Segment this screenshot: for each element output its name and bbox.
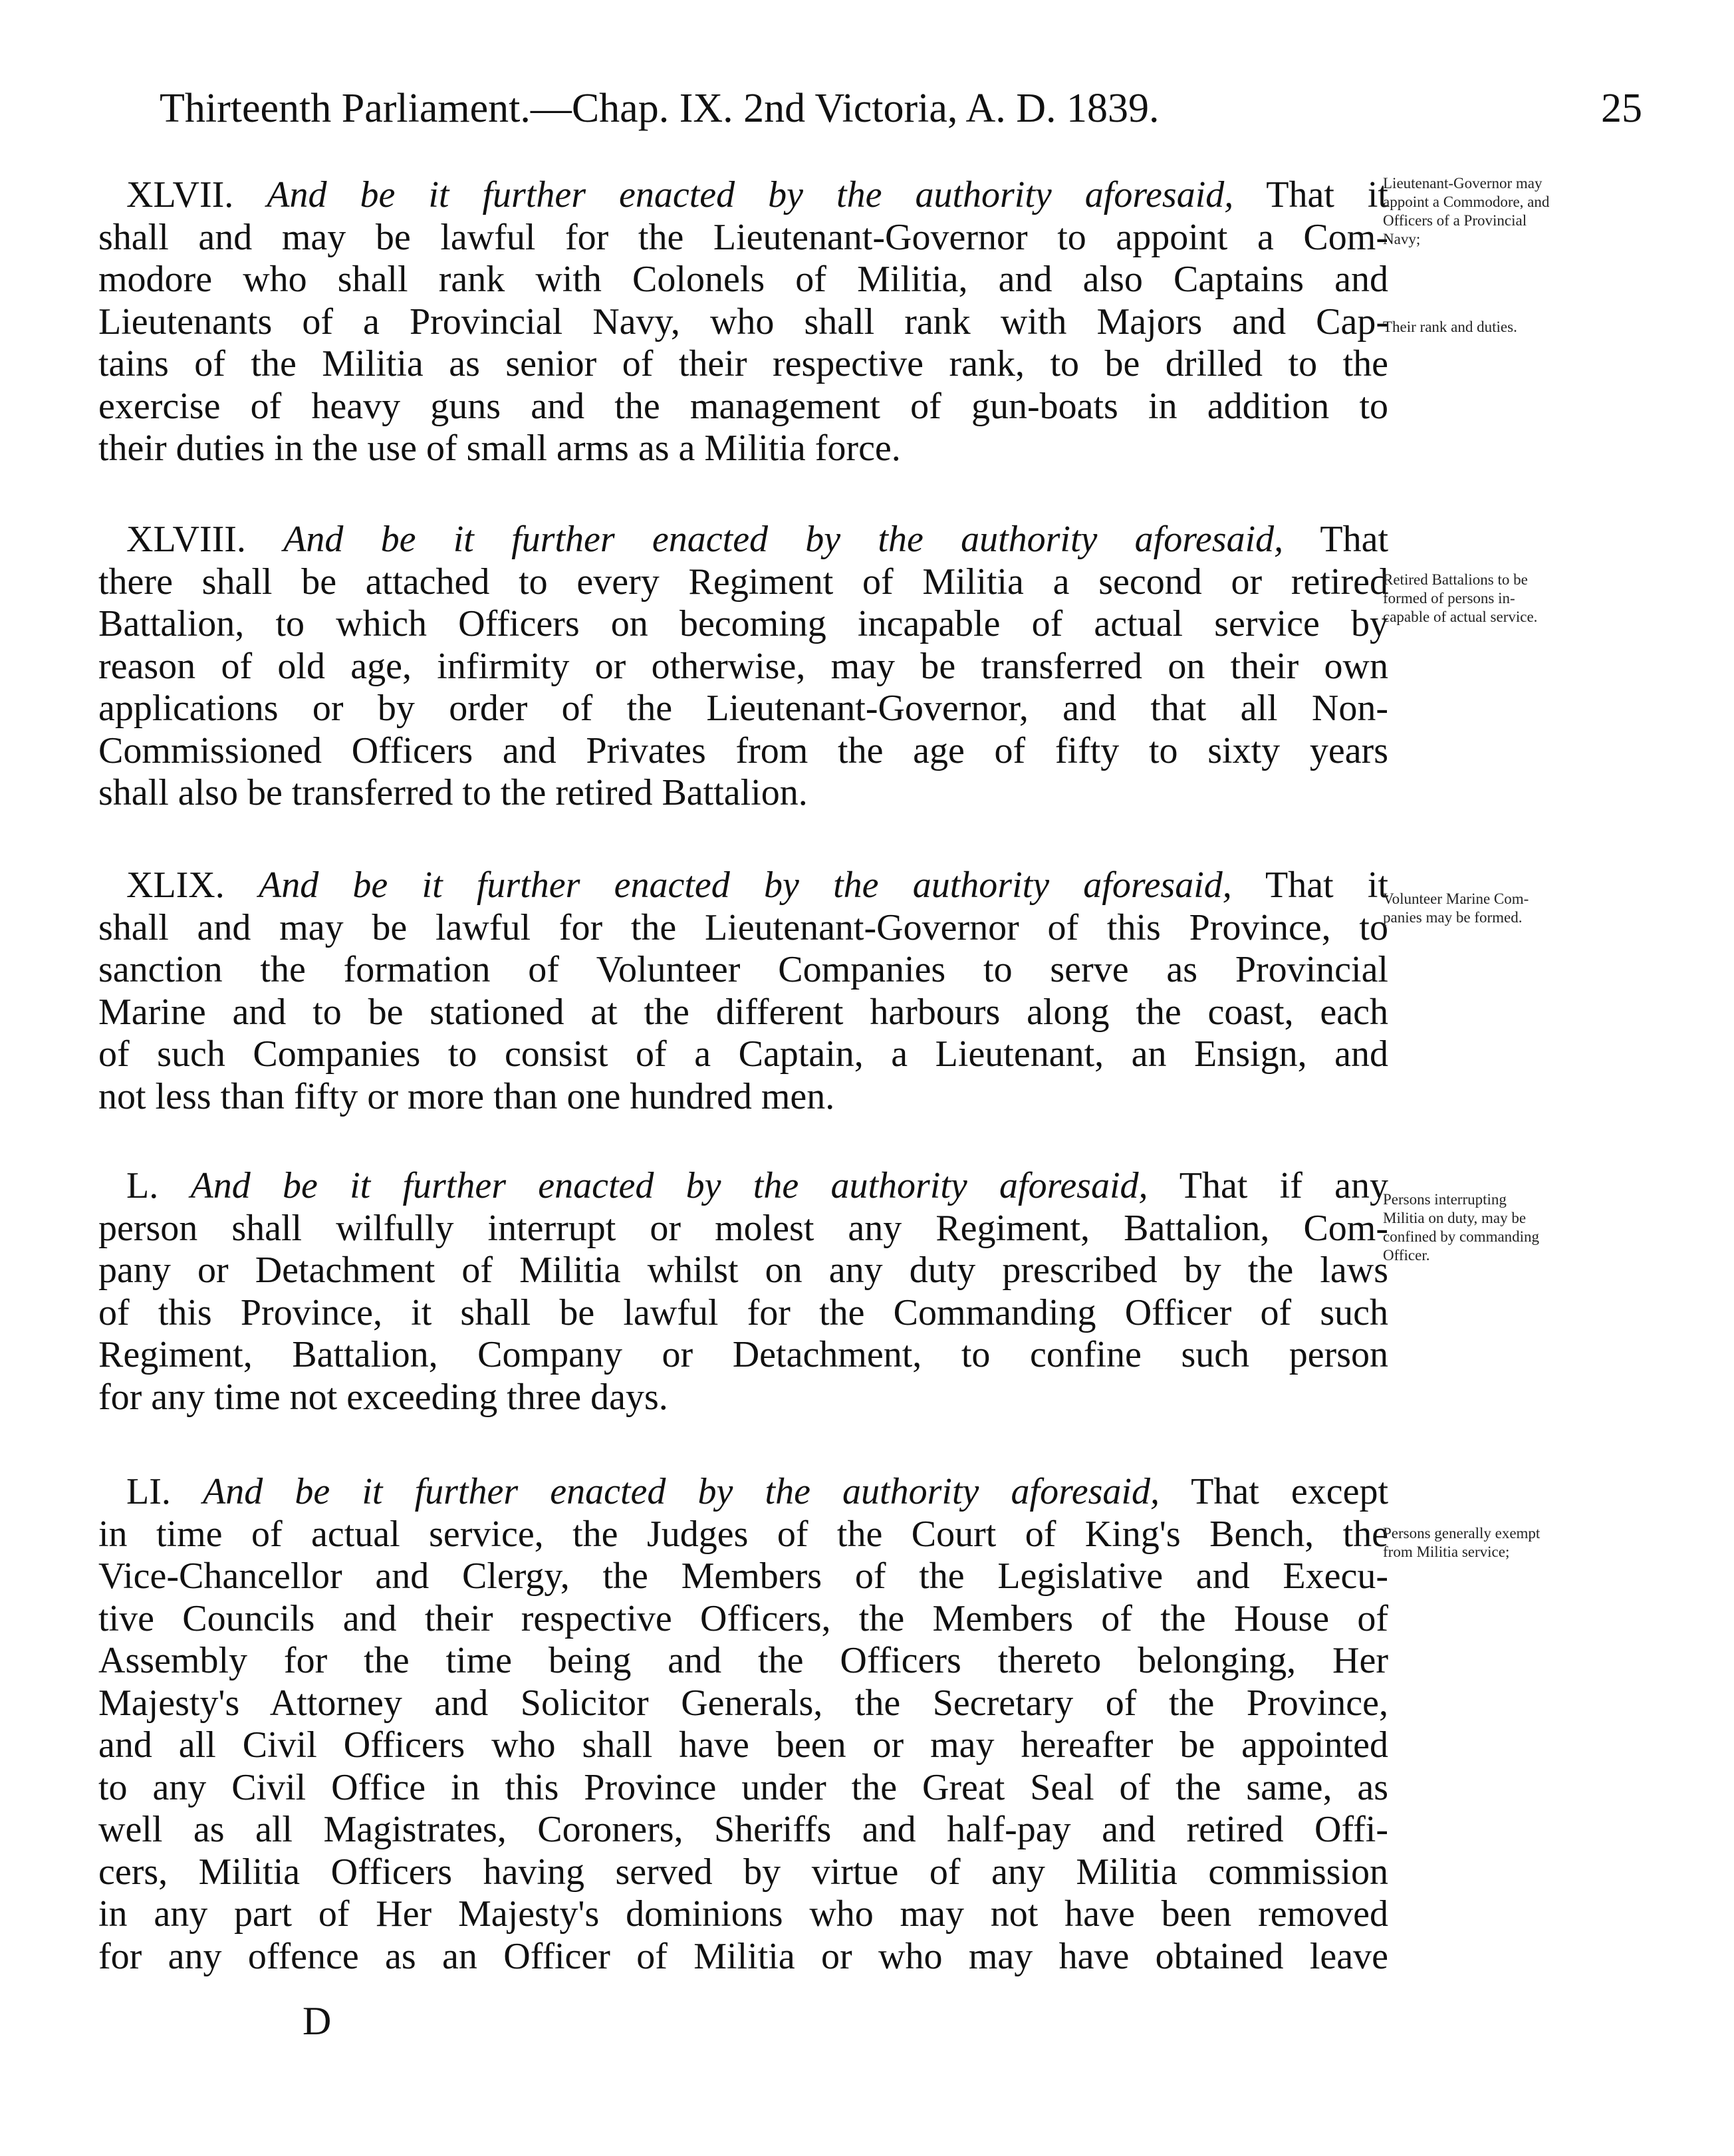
margin-note-line: Navy; <box>1383 231 1421 247</box>
margin-note-line: panies may be formed. <box>1383 909 1523 926</box>
text-line: tive Councils and their respective Officers, the Members of the House of <box>98 1597 1388 1639</box>
text-line: Commissioned Officers and Privates from the age of fifty to sixty years <box>98 730 1388 771</box>
text-line: to any Civil Office in this Province under the Great Seal of the same, as <box>98 1766 1388 1808</box>
text-line: in any part of Her Majesty's dominions who may not have been removed <box>98 1893 1388 1935</box>
first-line-text: That except <box>1191 1471 1388 1512</box>
enacting-clause: And be it further enacted by the authority aforesaid, <box>190 1165 1148 1206</box>
text-line: Regiment, Battalion, Company or Detachment, to confine such person <box>98 1334 1388 1375</box>
margin-note-line: Officer. <box>1383 1247 1430 1264</box>
margin-note <box>1383 571 1649 626</box>
text-line: shall and may be lawful for the Lieutenant-Governor of this Province, to <box>98 906 1388 948</box>
running-header <box>160 78 1642 138</box>
text-line: of this Province, it shall be lawful for the Commanding Officer of such <box>98 1291 1388 1333</box>
text-line: shall also be transferred to the retired Battalion. <box>98 772 808 813</box>
text-line: tains of the Militia as senior of their respective rank, to be drilled to the <box>98 343 1388 384</box>
first-line-text: That it <box>1265 865 1388 906</box>
section-number: XLVII. <box>126 174 234 215</box>
text-line: Battalion, to which Officers on becoming incapable of actual service by <box>98 603 1388 644</box>
section-first-line <box>98 1471 1388 1514</box>
margin-note-line: appoint a Commodore, and <box>1383 194 1550 210</box>
section-number: XLIX. <box>126 865 225 906</box>
text-line: exercise of heavy guns and the management of gun-boats in addition to <box>98 385 1388 427</box>
text-line: cers, Militia Officers having served by virtue of any Militia commission <box>98 1851 1388 1893</box>
first-line-text: That it <box>1266 174 1388 215</box>
section-first-line <box>98 1165 1388 1208</box>
section-xlvii <box>98 174 1388 470</box>
enacting-clause: And be it further enacted by the authority aforesaid, <box>203 1471 1160 1512</box>
text-line: in time of actual service, the Judges of the Court of King's Bench, the <box>98 1513 1388 1555</box>
margin-note-line: Persons generally exempt <box>1383 1525 1541 1542</box>
text-line: person shall wilfully interrupt or molest any Regiment, Battalion, Com- <box>98 1207 1388 1249</box>
section-first-line <box>98 174 1388 217</box>
margin-note <box>1383 1190 1649 1265</box>
text-line: reason of old age, infirmity or otherwise, may be transferred on their own <box>98 645 1388 687</box>
section-number: L. <box>126 1165 159 1206</box>
page-number: 25 <box>1601 86 1642 131</box>
margin-note-line: confined by commanding <box>1383 1228 1540 1245</box>
enacting-clause: And be it further enacted by the authority aforesaid, <box>258 865 1232 906</box>
section-first-line <box>98 519 1388 561</box>
section-l <box>98 1165 1388 1418</box>
margin-note-line: capable of actual service. <box>1383 608 1538 625</box>
text-line: well as all Magistrates, Coroners, Sheriffs and half-pay and retired Offi- <box>98 1809 1388 1850</box>
section-number: XLVIII. <box>126 519 246 560</box>
margin-note-line: Officers of a Provincial <box>1383 212 1527 229</box>
margin-note-line: Volunteer Marine Com- <box>1383 890 1529 907</box>
first-line-text: That <box>1320 519 1388 560</box>
text-line: their duties in the use of small arms as a Militia force. <box>98 428 901 469</box>
section-number: LI. <box>126 1471 171 1512</box>
margin-note <box>1383 174 1649 249</box>
margin-note-line: Retired Battalions to be <box>1383 571 1528 588</box>
text-line: pany or Detachment of Militia whilst on any duty prescribed by the laws <box>98 1250 1388 1291</box>
section-li <box>98 1471 1388 1978</box>
enacting-clause: And be it further enacted by the authority aforesaid, <box>267 174 1234 215</box>
margin-note-line: Persons interrupting <box>1383 1191 1507 1208</box>
text-line: there shall be attached to every Regiment of Militia a second or retired <box>98 561 1388 603</box>
section-xlix <box>98 865 1388 1118</box>
first-line-text: That if any <box>1179 1165 1388 1206</box>
margin-note-line: Militia on duty, may be <box>1383 1210 1527 1226</box>
text-line: Assembly for the time being and the Officers thereto belonging, Her <box>98 1640 1388 1681</box>
section-xlviii <box>98 519 1388 815</box>
signature-mark: D <box>303 1999 332 2043</box>
margin-note-line: from Militia service; <box>1383 1544 1510 1560</box>
running-title: Thirteenth Parliament.—Chap. IX. 2nd Victoria, A. D. 1839. <box>160 86 1160 131</box>
text-line: for any offence as an Officer of Militia or who may have obtained leave <box>98 1935 1388 1977</box>
text-line: of such Companies to consist of a Captain, a Lieutenant, an Ensign, and <box>98 1033 1388 1075</box>
text-line: applications or by order of the Lieutenant-Governor, and that all Non- <box>98 688 1388 729</box>
text-line: Majesty's Attorney and Solicitor Generals, the Secretary of the Province, <box>98 1682 1388 1724</box>
text-line: and all Civil Officers who shall have been or may hereafter be appointed <box>98 1724 1388 1766</box>
margin-note <box>1383 1524 1649 1561</box>
margin-note-line: Lieutenant-Governor may <box>1383 175 1543 192</box>
enacting-clause: And be it further enacted by the authority aforesaid, <box>283 519 1284 560</box>
text-line: Marine and to be stationed at the different harbours along the coast, each <box>98 991 1388 1033</box>
margin-note <box>1383 318 1649 337</box>
margin-note <box>1383 890 1649 927</box>
text-line: not less than fifty or more than one hundred men. <box>98 1075 835 1117</box>
margin-note-line: formed of persons in- <box>1383 590 1515 606</box>
section-first-line <box>98 865 1388 907</box>
text-line: modore who shall rank with Colonels of Militia, and also Captains and <box>98 259 1388 300</box>
margin-note-line: Their rank and duties. <box>1383 319 1517 335</box>
text-line: sanction the formation of Volunteer Companies to serve as Provincial <box>98 949 1388 990</box>
text-line: for any time not exceeding three days. <box>98 1376 668 1418</box>
text-line: shall and may be lawful for the Lieutenant-Governor to appoint a Com- <box>98 216 1388 258</box>
text-line: Vice-Chancellor and Clergy, the Members of the Legislative and Execu- <box>98 1555 1388 1597</box>
text-line: Lieutenants of a Provincial Navy, who shall rank with Majors and Cap- <box>98 301 1388 342</box>
